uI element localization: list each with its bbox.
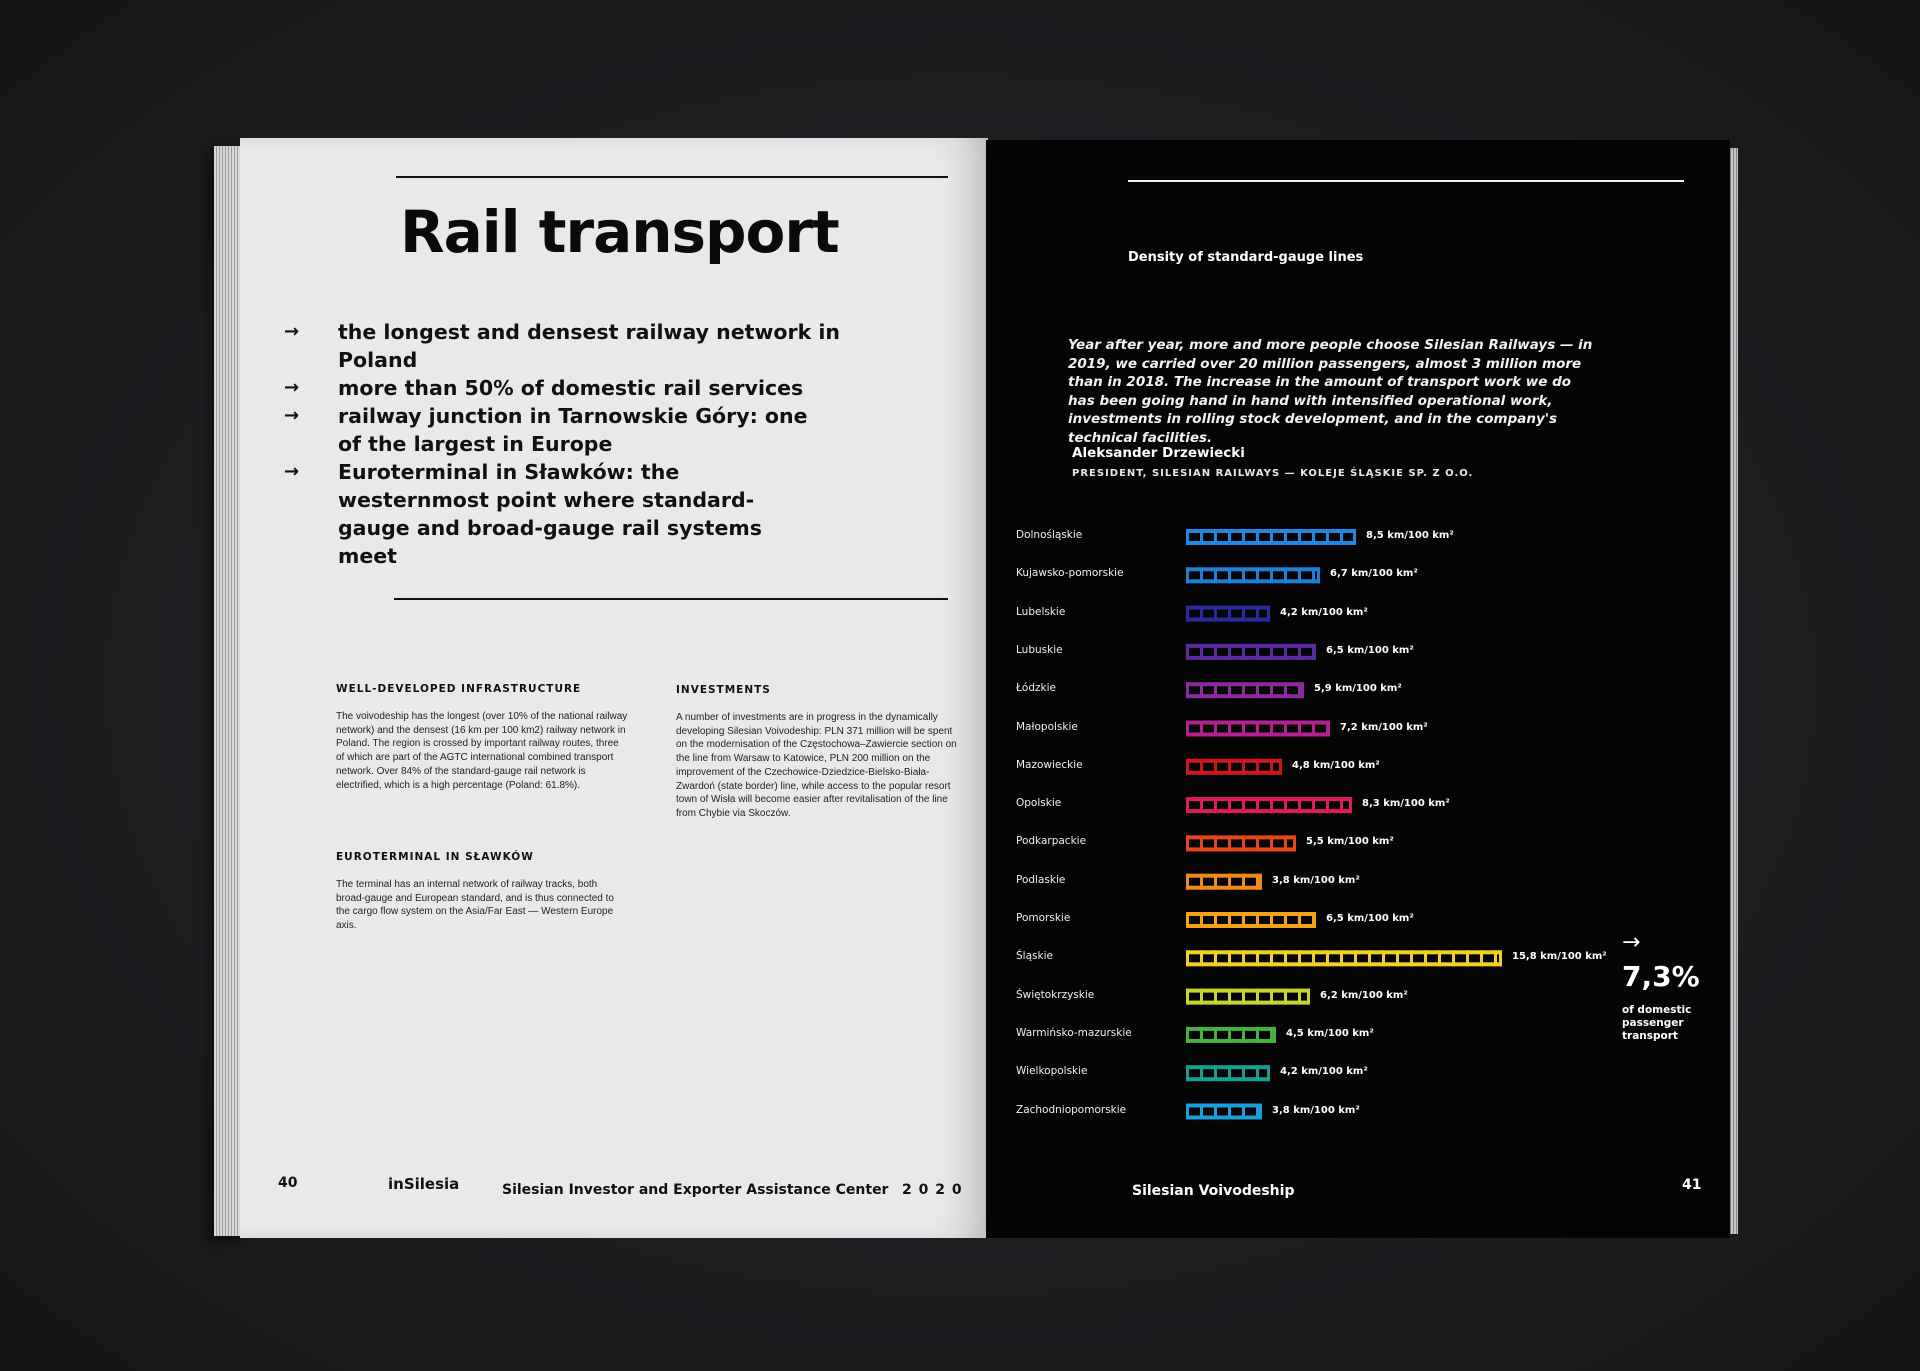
- section-body-infrastructure: The voivodeship has the longest (over 10% of the national railway network) and the densest (16 km per 100 km2) railway network in Poland. The region is crossed by important railway routes, three of which are part of the AGTC international combined transport network. Over 84% of the standard-gauge rail network is electrified, which is a high percentage (Poland: 61.8%).: [336, 711, 628, 791]
- bar: [1186, 759, 1282, 775]
- section-heading-euroterminal: EUROTERMINAL IN SŁAWKÓW: [336, 851, 534, 863]
- bar: [1186, 644, 1316, 660]
- quote-text: Year after year, more and more people choose Silesian Railways — in 2019, we carried over 20 million passengers, almost 3 million more than in 2018. The increase in the amount of transport work we do has been going hand in hand with intensified operational work, investments in rolling stock development, and in the company's technical facilities.: [1068, 337, 1593, 446]
- bar: [1186, 874, 1262, 890]
- bullet-item: [284, 374, 924, 402]
- bar: [1186, 797, 1352, 813]
- quote-author: Aleksander Drzewiecki: [1072, 445, 1245, 461]
- bullet-item: [284, 458, 818, 570]
- value-label: 8,5 km/100 km²: [1366, 530, 1454, 541]
- region-label: Pomorskie: [1016, 912, 1071, 924]
- bar: [1186, 529, 1356, 545]
- bullet-item: [284, 402, 818, 458]
- bar: [1186, 1065, 1270, 1081]
- bar: [1186, 606, 1270, 622]
- value-label: 4,5 km/100 km²: [1286, 1027, 1374, 1039]
- region-label: Lubuskie: [1016, 643, 1063, 656]
- region-label: Mazowieckie: [1016, 758, 1083, 771]
- value-label: 4,2 km/100 km²: [1280, 1066, 1368, 1078]
- bullet-item: [284, 318, 924, 374]
- brand-logo-text: inSilesia: [388, 1175, 460, 1193]
- value-label: 4,2 km/100 km²: [1280, 606, 1368, 618]
- bar: [1186, 950, 1502, 966]
- bar: [1186, 912, 1316, 928]
- region-label: Łódzkie: [1016, 682, 1056, 695]
- bullet-text: Euroterminal in Sławków: the westernmost point where standard-gauge and broad-gauge rail systems meet: [338, 460, 762, 568]
- footer-center-text: Silesian Voivodeship: [1132, 1183, 1295, 1199]
- value-label: 8,3 km/100 km²: [1362, 798, 1450, 810]
- value-label: 6,2 km/100 km²: [1320, 989, 1408, 1001]
- section-body-investments: A number of investments are in progress in the dynamically developing Silesian Voivodeship: PLN 371 million will be spent on the modernisation of the Częstochowa–Zawiercie section on the line from Warsaw to Katowice, PLN 200 million on the improvement of the Czechowice-Dziedzice-Bielsko-Biała-Zwardoń (state border) line, while access to the popular resort town of Wisła will become easier after revitalisation of the line from Chybie via Skoczów.: [676, 712, 957, 819]
- bar: [1186, 682, 1304, 698]
- region-label: Kujawsko-pomorskie: [1016, 567, 1124, 580]
- value-label: 4,8 km/100 km²: [1292, 759, 1380, 771]
- arrow-icon: →: [284, 461, 300, 482]
- region-label: Warmińsko-mazurskie: [1016, 1026, 1132, 1039]
- highlight-caption: of domestic passenger transport: [1622, 1004, 1692, 1042]
- region-label: Opolskie: [1016, 797, 1062, 810]
- region-label: Zachodniopomorskie: [1016, 1103, 1127, 1116]
- arrow-icon: →: [284, 405, 300, 426]
- right-page: [986, 140, 1730, 1238]
- value-label: 7,2 km/100 km²: [1340, 721, 1428, 733]
- divider-rule: [394, 598, 948, 600]
- region-label: Wielkopolskie: [1016, 1065, 1088, 1078]
- highlight-value: 7,3%: [1622, 960, 1700, 993]
- value-label: 15,8 km/100 km²: [1512, 951, 1607, 963]
- region-label: Małopolskie: [1016, 720, 1078, 733]
- left-page: [240, 138, 988, 1238]
- value-label: 3,8 km/100 km²: [1272, 1104, 1360, 1116]
- footer-year: 2 0 2 0: [902, 1182, 963, 1198]
- value-label: 6,7 km/100 km²: [1330, 568, 1418, 580]
- top-rule: [396, 176, 948, 178]
- value-label: 5,9 km/100 km²: [1314, 683, 1402, 695]
- quote-author-role: PRESIDENT, SILESIAN RAILWAYS — KOLEJE ŚLĄSKIE SP. Z O.O.: [1072, 468, 1474, 479]
- region-label: Dolnośląskie: [1016, 529, 1083, 541]
- bullet-list: [284, 318, 924, 570]
- chart-title: Density of standard-gauge lines: [1128, 250, 1364, 265]
- region-label: Śląskie: [1016, 950, 1053, 963]
- bullet-text: the longest and densest railway network in Poland: [338, 320, 840, 372]
- highlight-arrow-icon: →: [1622, 930, 1641, 955]
- bullet-text: railway junction in Tarnowskie Góry: one of the largest in Europe: [338, 404, 808, 456]
- bar: [1186, 1104, 1262, 1120]
- arrow-icon: →: [284, 321, 300, 342]
- value-label: 6,5 km/100 km²: [1326, 644, 1414, 656]
- arrow-icon: →: [284, 377, 300, 398]
- bar: [1186, 989, 1310, 1005]
- section-heading-investments: INVESTMENTS: [676, 684, 771, 696]
- page-number: 41: [1682, 1177, 1702, 1193]
- page-title: Rail transport: [400, 198, 839, 266]
- region-label: Lubelskie: [1016, 605, 1066, 618]
- page-number: 40: [278, 1175, 298, 1191]
- value-label: 5,5 km/100 km²: [1306, 836, 1394, 848]
- region-label: Podlaskie: [1016, 873, 1066, 886]
- bar: [1186, 835, 1296, 851]
- section-heading-infrastructure: WELL-DEVELOPED INFRASTRUCTURE: [336, 683, 582, 695]
- footer-center-text: Silesian Investor and Exporter Assistance Center: [502, 1182, 889, 1198]
- bar: [1186, 721, 1330, 737]
- bar: [1186, 1027, 1276, 1043]
- bullet-text: more than 50% of domestic rail services: [338, 376, 804, 400]
- value-label: 3,8 km/100 km²: [1272, 874, 1360, 886]
- region-label: Świętokrzyskie: [1016, 988, 1095, 1001]
- value-label: 6,5 km/100 km²: [1326, 913, 1414, 924]
- region-label: Podkarpackie: [1016, 835, 1087, 848]
- section-body-euroterminal: The terminal has an internal network of railway tracks, both broad-gauge and European standard, and is thus connected to the cargo flow system on the Asia/Far East — Western Europe axis.: [336, 879, 614, 932]
- bar: [1186, 567, 1320, 583]
